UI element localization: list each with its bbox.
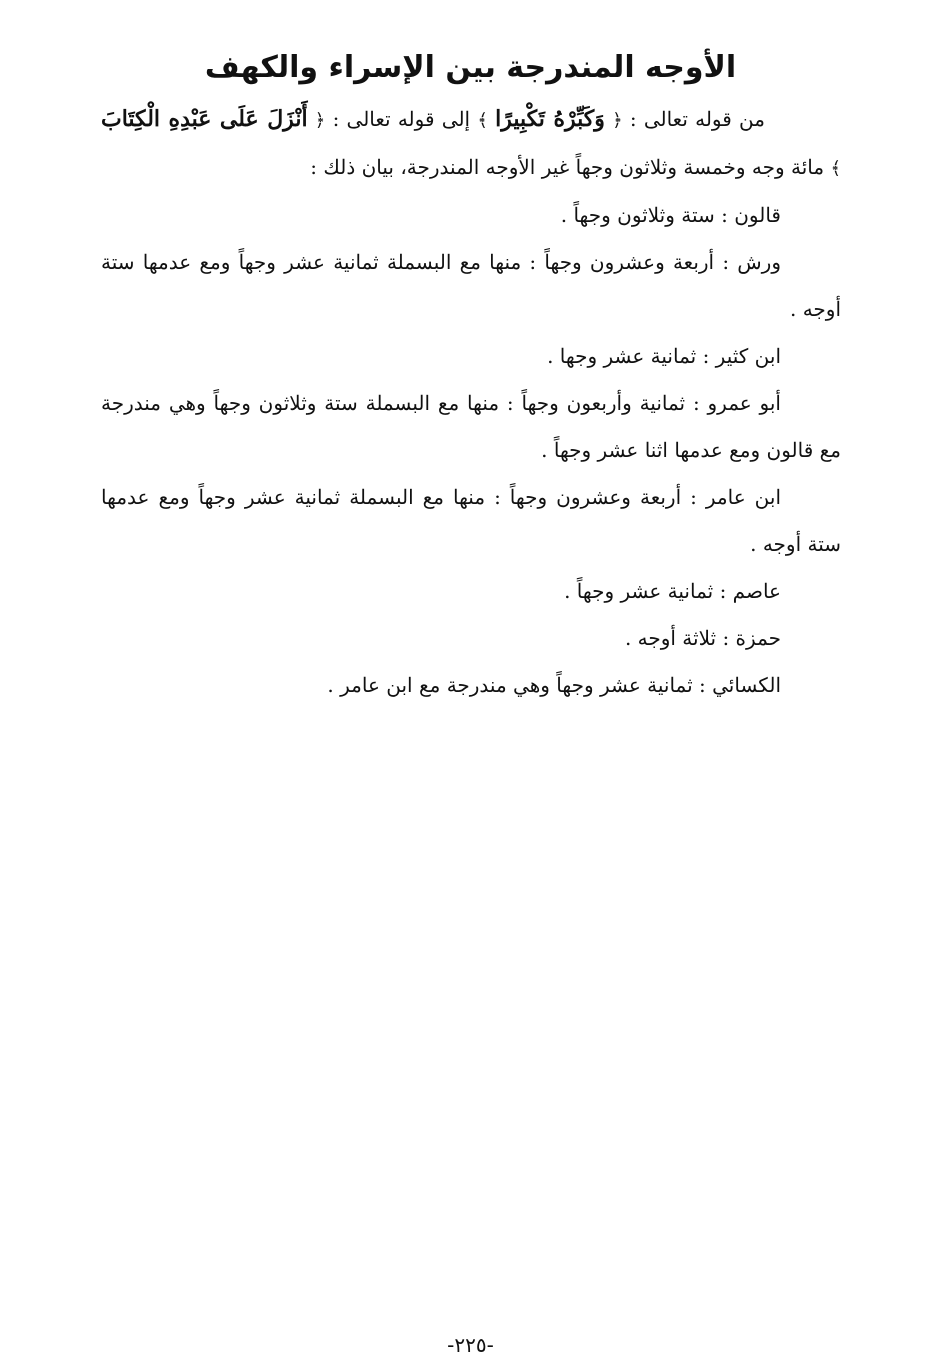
reader-ibn-amir: ابن عامر : أربعة وعشرون وجهاً : منها مع البسملة ثمانية عشر وجهاً ومع عدمها ستة أوجه . bbox=[101, 485, 841, 556]
reader-kisai: الكسائي : ثمانية عشر وجهاً وهي مندرجة مع ابن عامر . bbox=[327, 673, 781, 697]
reader-hamza: حمزة : ثلاثة أوجه . bbox=[624, 626, 781, 650]
quran-bracket-open: ﴿ bbox=[612, 110, 623, 131]
quran-bracket-close: ﴾ bbox=[830, 158, 841, 179]
quran-verse-1: وَكَبِّرْهُ تَكْبِيرًا bbox=[495, 106, 605, 132]
quran-verse-2: أَنْزَلَ عَلَى عَبْدِهِ الْكِتَابَ bbox=[101, 106, 308, 132]
intro-middle: إلى قوله تعالى : bbox=[325, 107, 478, 131]
page-body bbox=[101, 96, 841, 709]
intro-lead: من قوله تعالى : bbox=[622, 107, 765, 131]
reader-abu-amr: أبو عمرو : ثمانية وأربعون وجهاً : منها مع البسملة ستة وثلاثون وجهاً وهي مندرجة مع قالون ومع عدمها اثنا عشر وجهاً . bbox=[101, 391, 841, 462]
page-title: الأوجه المندرجة بين الإسراء والكهف bbox=[204, 50, 737, 85]
intro-paragraph bbox=[101, 96, 841, 192]
intro-tail: مائة وجه وخمسة وثلاثون وجهاً غير الأوجه المندرجة، بيان ذلك : bbox=[310, 155, 831, 179]
quran-bracket-close: ﴾ bbox=[477, 110, 488, 131]
reader-ibn-kathir: ابن كثير : ثمانية عشر وجها . bbox=[547, 344, 781, 368]
page-number: -٢٢٥- bbox=[447, 1333, 494, 1357]
quran-bracket-open: ﴿ bbox=[314, 110, 326, 131]
reader-warsh: ورش : أربعة وعشرون وجهاً : منها مع البسملة ثمانية عشر وجهاً ومع عدمها ستة أوجه . bbox=[101, 250, 841, 321]
reader-qalun: قالون : ستة وثلاثون وجهاً . bbox=[560, 203, 781, 227]
reader-asim: عاصم : ثمانية عشر وجهاً . bbox=[564, 579, 781, 603]
